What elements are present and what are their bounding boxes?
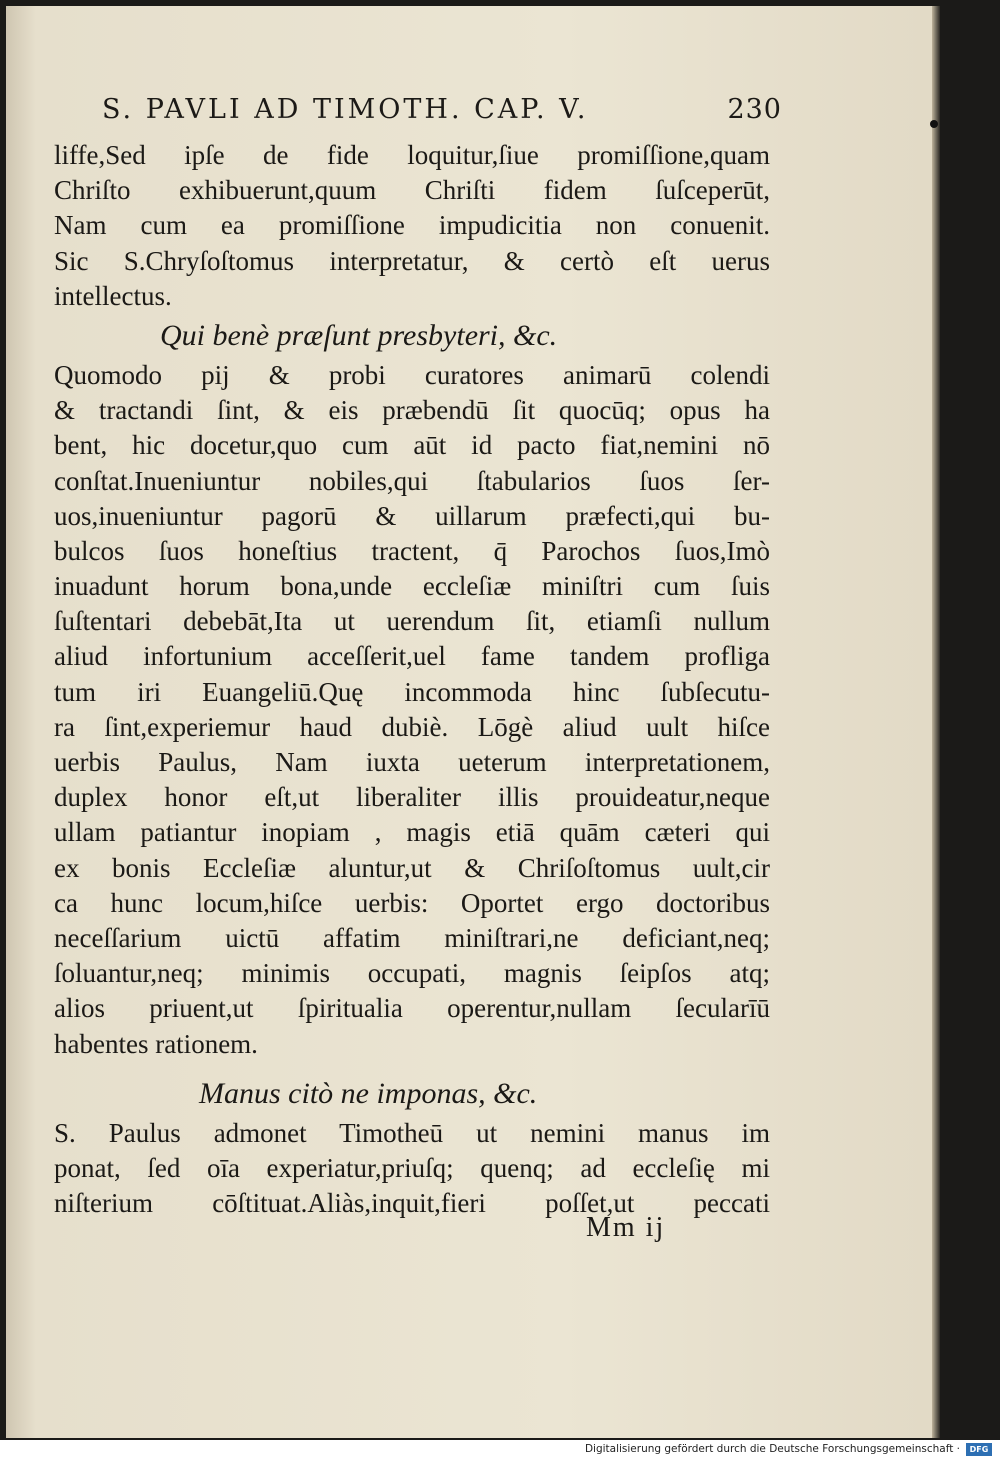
book-page: [6, 6, 934, 1438]
text-line: aliud infortunium acceſſerit,uel fame tandem profliga: [54, 641, 770, 672]
text-line: ponat, ſed oīa experiatur,priuſq; quenq; ad eccleſię mi: [54, 1152, 770, 1183]
funding-credit: Digitalisierung gefördert durch die Deutsche Forschungsgemeinschaft ·: [584, 1443, 960, 1455]
text-line: ullam patiantur inopiam , magis etiā quām cæteri qui: [54, 817, 770, 848]
footer-bar: [0, 1440, 1000, 1460]
text-line: conſtat.Inueniuntur nobiles,qui ſtabularios ſuos ſer-: [54, 465, 770, 496]
text-line: & tractandi ſint, & eis præbendū ſit quocūq; opus ha: [54, 395, 770, 426]
text-line: Sic S.Chryſoſtomus interpretatur, & certò eſt uerus: [54, 245, 770, 276]
text-line: Quomodo pij & probi curatores animarū colendi: [54, 359, 770, 390]
text-line: ra ſint,experiemur haud dubiè. Lōgè aliud uult hiſce: [54, 711, 770, 742]
text-line: habentes rationem.: [54, 1028, 258, 1059]
text-line: ſuſtentari debebāt,Ita ut uerendum ſit, etiamſi nullum: [54, 606, 770, 637]
text-line: inuadunt horum bona,unde eccleſiæ miniſtri cum ſuis: [54, 571, 770, 602]
dfg-logo-icon: DFG: [966, 1443, 992, 1456]
text-line: ſoluantur,neq; minimis occupati, magnis ſeipſos atq;: [54, 958, 770, 989]
text-line: tum iri Euangeliū.Quę incommoda hinc ſubſecutu-: [54, 676, 770, 707]
text-line: alios priuent,ut ſpiritualia operentur,nullam ſecularīū: [54, 993, 770, 1024]
signature-mark: Mm ij: [586, 1212, 666, 1243]
section-heading: Manus citò ne imponas, &c.: [199, 1076, 538, 1110]
body-text: [54, 138, 770, 1221]
text-line: S. Paulus admonet Timotheū ut nemini manus im: [54, 1117, 770, 1148]
text-line: bulcos ſuos honeſtius tractent, q̄ Parochos ſuos,Imò: [54, 535, 770, 566]
text-line: ex bonis Eccleſiæ aluntur,ut & Chriſoſtomus uult,cir: [54, 852, 770, 883]
page-edge-shadow: [932, 6, 940, 1438]
running-header: [102, 94, 782, 134]
text-line: Nam cum ea promiſſione impudicitia non conuenit.: [54, 210, 770, 241]
text-line: liffe,Sed ipſe de fide loquitur,ſiue promiſſione,quam: [54, 140, 770, 170]
text-line: intellectus.: [54, 280, 172, 311]
text-line: duplex honor eſt,ut liberaliter illis prouideatur,neque: [54, 782, 770, 813]
running-header-title: S. PAVLI AD TIMOTH. CAP. V.: [102, 94, 589, 125]
text-line: ca hunc locum,hiſce uerbis: Oportet ergo doctoribus: [54, 887, 770, 918]
section-heading: Qui benè præſunt presbyteri, &c.: [160, 318, 558, 352]
text-line: Chriſto exhibuerunt,quum Chriſti fidem ſuſceperūt,: [54, 175, 770, 206]
text-line: niſterium cōſtituat.Aliàs,inquit,fieri poſſet,ut peccati: [54, 1188, 770, 1219]
text-line: neceſſarium uictū affatim miniſtrari,ne deficiant,neq;: [54, 922, 770, 953]
binding-dot: [930, 120, 938, 128]
text-line: uerbis Paulus, Nam iuxta ueterum interpretationem,: [54, 747, 770, 777]
folio-number: 230: [727, 94, 782, 125]
text-line: uos,inueniuntur pagorū & uillarum præfecti,qui bu-: [54, 500, 770, 531]
text-line: bent, hic docetur,quo cum aūt id pacto fiat,nemini nō: [54, 430, 770, 461]
